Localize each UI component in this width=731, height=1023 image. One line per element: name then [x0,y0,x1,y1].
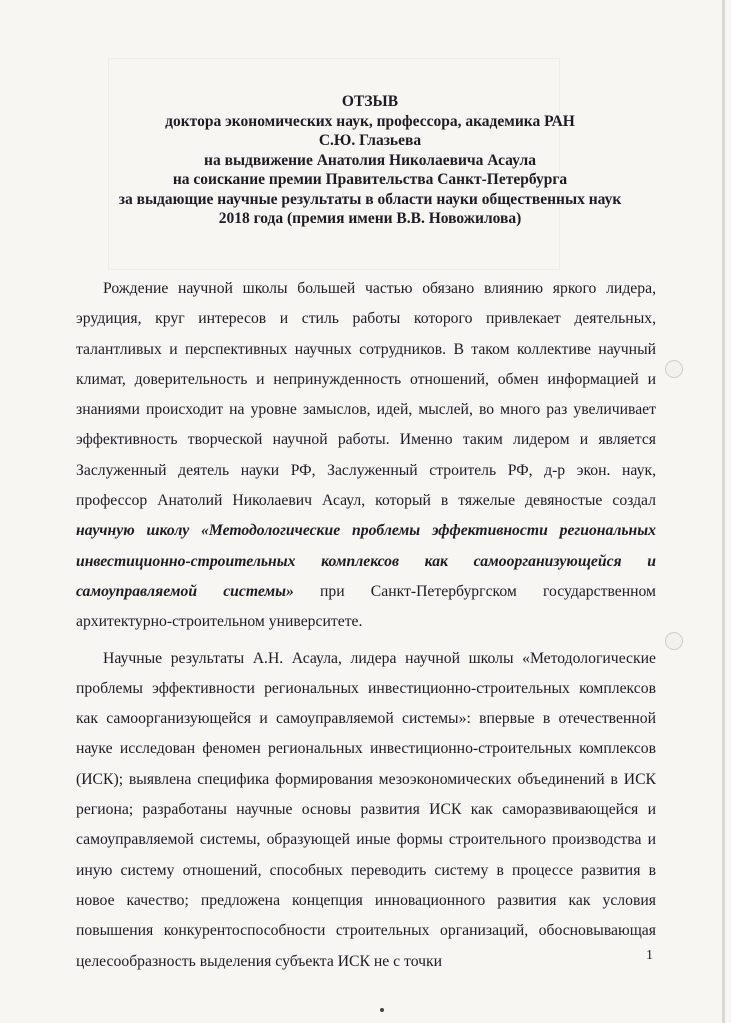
paragraph-1 [76,274,656,638]
document-title: ОТЗЫВ [341,93,399,110]
document-body [76,274,656,983]
punch-hole [665,360,683,378]
header-line: доктора экономических наук, профессора, академика РАН [165,112,575,130]
page-number: 1 [646,948,653,963]
document-header [90,92,650,229]
punch-hole [665,632,683,650]
page-edge [722,0,725,1023]
header-line: 2018 года (премия имени В.В. Новожилова) [218,210,522,227]
school-name-emphasis: научную школу «Методологические проблемы эффективности региональных инвестиционно-строительных комплексов как самоорганизующейся и самоуправляемой системы» [76,522,656,600]
paragraph-1-tail: при Санкт-Петербургском государственном архитектурно-строительном университете. [76,582,656,631]
header-line: на соискание премии Правительства Санкт-Петербурга [172,171,568,188]
header-line: на выдвижение Анатолия Николаевича Асаула [204,151,536,169]
header-line: за выдающие научные результаты в области науки общественных наук [118,190,622,208]
scan-dot [380,1008,384,1012]
paragraph-1-lead: Рождение научной школы большей частью обязано влиянию яркого лидера, эрудиция, круг интересов и стиль работы которого привлекает деятельных, талантливых и перспективных научных сотрудников. В таком коллективе научный климат, доверительность и непринужденность отношений, обмен информацией и знаниями происходит на уровне замыслов, идей, мыслей, во много раз увеличивает эффективность творческой научной работы. Именно таким лидером и является Заслуженный деятель науки РФ, Заслуженный строитель РФ, д-р экон. наук, профессор Анатолий Николаевич Асаул, который в тяжелые девяностые создал [76,280,656,510]
paragraph-2: Научные результаты А.Н. Асаула, лидера научной школы «Методологические проблемы эффективности региональных инвестиционно-строительных комплексов как самоорганизующейся и самоуправляемой системы»: впервые в отечественной науке исследован феномен региональных инвестиционно-строительных комплексов (ИСК); выявлена специфика формирования мезоэкономических объединений в ИСК региона; разработаны научные основы развития ИСК как саморазвивающейся и самоуправляемой системы, образующей иные формы строительного производства и иную систему отношений, способных переводить систему в процессе развития в новое качество; предложена концепция инновационного развития как условия повышения конкурентоспособности строительных организаций, обосновывающая целесообразность выделения субъекта ИСК не с точки [76,649,656,970]
header-line: С.Ю. Глазьева [318,132,422,149]
